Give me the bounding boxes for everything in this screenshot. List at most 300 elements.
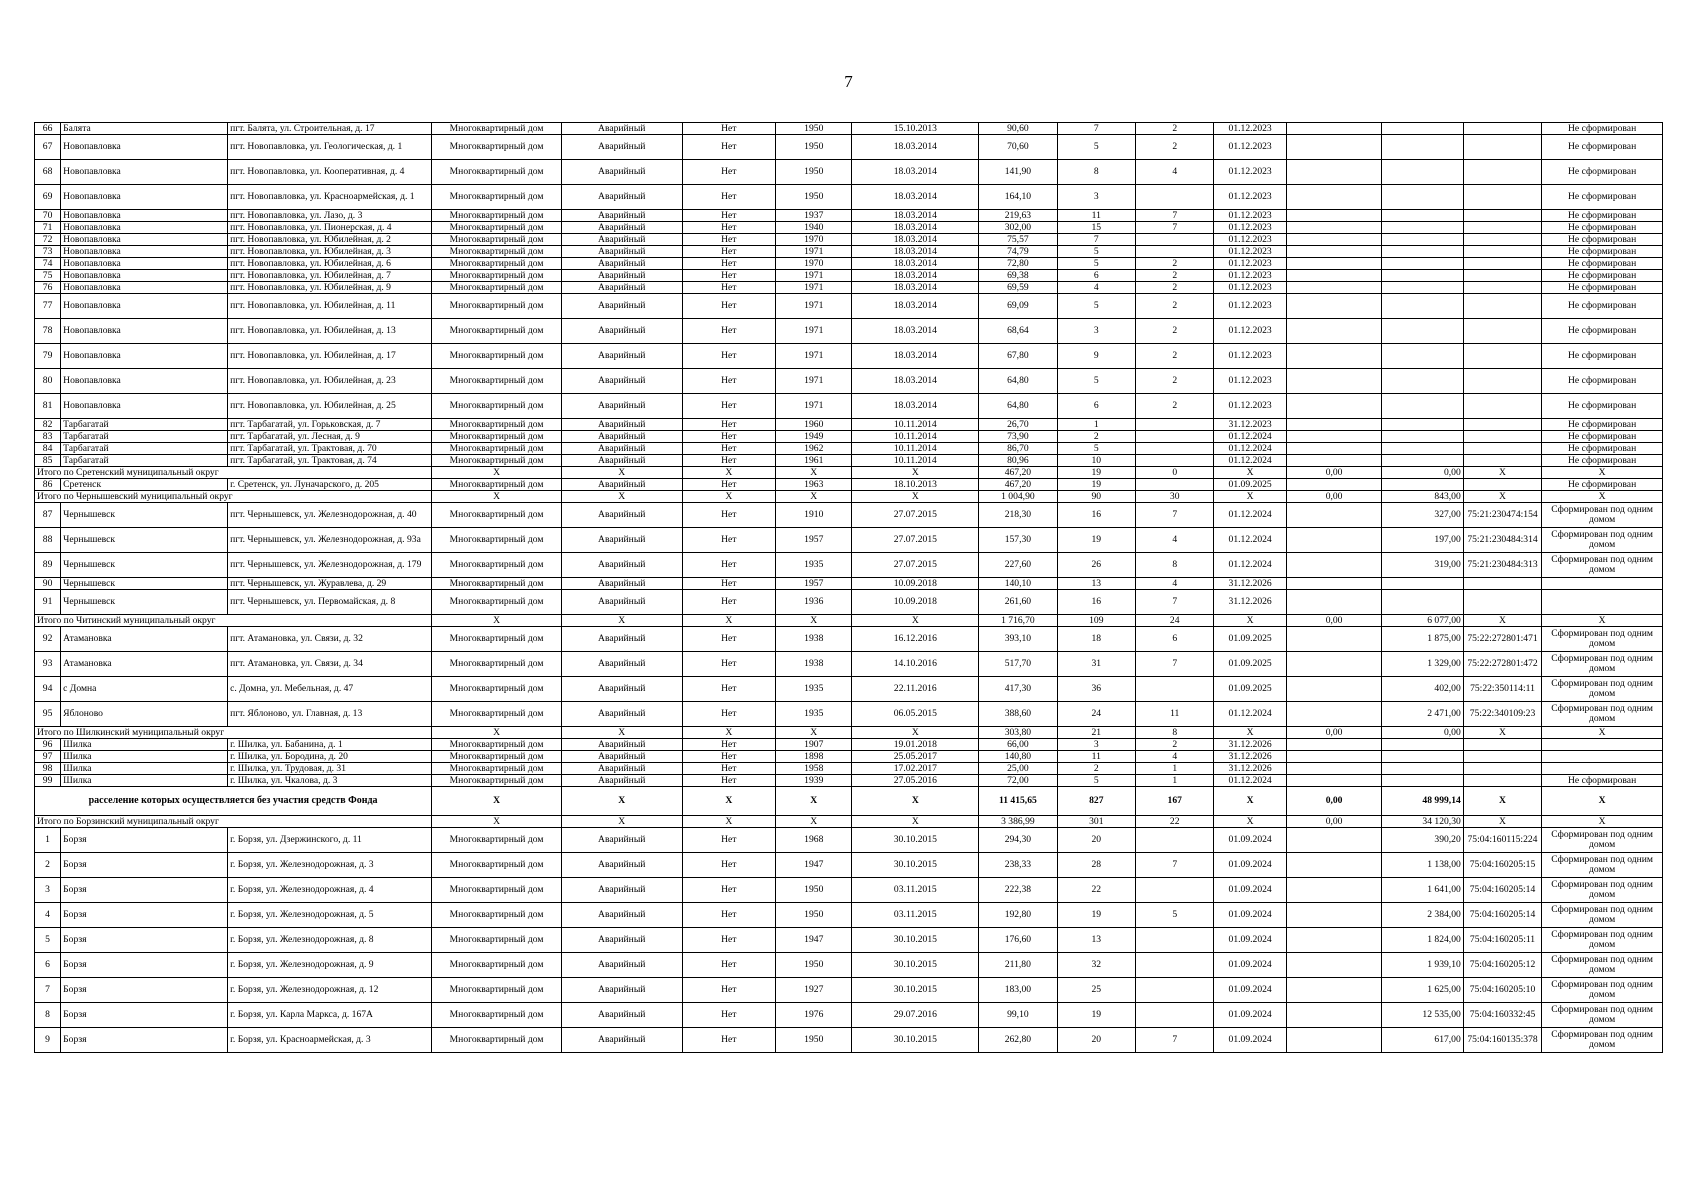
table-cell: 176,60: [979, 928, 1057, 953]
table-row: [35, 258, 1663, 270]
table-cell: 5: [1057, 443, 1135, 455]
table-cell: Не сформирован: [1542, 160, 1663, 185]
table-cell: 5: [1057, 294, 1135, 319]
table-cell: 617,00: [1382, 1028, 1463, 1053]
table-cell: [1463, 234, 1541, 246]
table-cell: г. Борзя, ул. Карла Маркса, д. 167А: [228, 1003, 432, 1028]
table-cell: 01.12.2023: [1214, 210, 1286, 222]
table-row: [35, 590, 1663, 615]
table-cell: 3: [1057, 739, 1135, 751]
table-cell: 01.09.2024: [1214, 928, 1286, 953]
table-cell: Нет: [682, 369, 776, 394]
table-cell: [1463, 160, 1541, 185]
table-cell: Новопавловка: [61, 135, 228, 160]
table-cell: г. Борзя, ул. Железнодорожная, д. 9: [228, 953, 432, 978]
table-cell: 81: [35, 394, 61, 419]
subtotal-label: Итого по Шилкинский муниципальный округ: [35, 727, 432, 739]
subtotal-cell: Х: [776, 467, 852, 479]
subtotal-cell: 827: [1057, 787, 1135, 816]
table-cell: [1463, 394, 1541, 419]
housing-registry-table: [34, 122, 1663, 1053]
table-row: [35, 319, 1663, 344]
table-cell: 69: [35, 185, 61, 210]
table-cell: Нет: [682, 344, 776, 369]
table-cell: 1960: [776, 419, 852, 431]
subtotal-cell: Х: [776, 816, 852, 828]
table-cell: пгт. Новопавловка, ул. Лазо, д. 3: [228, 210, 432, 222]
table-cell: 1935: [776, 553, 852, 578]
table-cell: Нет: [682, 210, 776, 222]
table-cell: Аварийный: [561, 369, 682, 394]
table-cell: 30.10.2015: [852, 828, 979, 853]
table-cell: Нет: [682, 503, 776, 528]
table-cell: пгт. Новопавловка, ул. Юбилейная, д. 25: [228, 394, 432, 419]
table-row: [35, 751, 1663, 763]
table-row: [35, 455, 1663, 467]
table-cell: 1898: [776, 751, 852, 763]
table-cell: 222,38: [979, 878, 1057, 903]
table-cell: [1286, 953, 1382, 978]
table-cell: Сретенск: [61, 479, 228, 491]
table-cell: 7: [1136, 222, 1214, 234]
table-cell: 3: [1057, 185, 1135, 210]
table-cell: Аварийный: [561, 160, 682, 185]
subtotal-cell: Х: [1463, 491, 1541, 503]
subtotal-cell: 0,00: [1382, 727, 1463, 739]
table-cell: 01.12.2023: [1214, 234, 1286, 246]
table-cell: 78: [35, 319, 61, 344]
table-cell: [1286, 222, 1382, 234]
table-cell: [1382, 763, 1463, 775]
table-cell: 8: [1057, 160, 1135, 185]
table-cell: 8: [1136, 553, 1214, 578]
table-cell: [1463, 578, 1541, 590]
table-cell: [1382, 185, 1463, 210]
table-cell: 75:04:160205:12: [1463, 953, 1541, 978]
table-row: [35, 270, 1663, 282]
table-cell: 74,79: [979, 246, 1057, 258]
table-cell: [1382, 775, 1463, 787]
table-cell: Многоквартирный дом: [432, 394, 562, 419]
table-cell: [1463, 319, 1541, 344]
table-cell: Аварийный: [561, 185, 682, 210]
table-cell: 24: [1057, 702, 1135, 727]
table-cell: Нет: [682, 553, 776, 578]
table-cell: Чернышевск: [61, 503, 228, 528]
table-cell: Многоквартирный дом: [432, 578, 562, 590]
table-row: [35, 443, 1663, 455]
table-cell: Нет: [682, 294, 776, 319]
table-cell: Аварийный: [561, 503, 682, 528]
table-cell: 1950: [776, 160, 852, 185]
table-cell: 01.12.2024: [1214, 503, 1286, 528]
table-cell: 01.12.2024: [1214, 702, 1286, 727]
table-cell: Нет: [682, 702, 776, 727]
table-cell: [1136, 431, 1214, 443]
table-row: [35, 503, 1663, 528]
table-cell: 64,80: [979, 394, 1057, 419]
table-cell: Не сформирован: [1542, 455, 1663, 467]
table-cell: Новопавловка: [61, 270, 228, 282]
table-cell: 91: [35, 590, 61, 615]
table-cell: Многоквартирный дом: [432, 775, 562, 787]
table-cell: 22.11.2016: [852, 677, 979, 702]
table-cell: Аварийный: [561, 978, 682, 1003]
table-cell: 98: [35, 763, 61, 775]
table-cell: [1286, 1003, 1382, 1028]
table-cell: Не сформирован: [1542, 479, 1663, 491]
table-cell: [1382, 160, 1463, 185]
table-cell: Атамановка: [61, 627, 228, 652]
table-cell: 218,30: [979, 503, 1057, 528]
table-cell: 27.05.2016: [852, 775, 979, 787]
table-cell: 1971: [776, 294, 852, 319]
table-cell: 1 875,00: [1382, 627, 1463, 652]
table-cell: [1382, 455, 1463, 467]
table-cell: [1286, 431, 1382, 443]
table-cell: Многоквартирный дом: [432, 443, 562, 455]
table-cell: [1542, 590, 1663, 615]
table-cell: пгт. Новопавловка, ул. Юбилейная, д. 6: [228, 258, 432, 270]
table-cell: 18.03.2014: [852, 270, 979, 282]
subtotal-cell: Х: [682, 787, 776, 816]
table-cell: [1463, 751, 1541, 763]
table-row: [35, 160, 1663, 185]
subtotal-cell: Х: [682, 615, 776, 627]
table-cell: Сформирован под одним домом: [1542, 677, 1663, 702]
subtotal-cell: 11 415,65: [979, 787, 1057, 816]
table-cell: пгт. Атамановка, ул. Связи, д. 32: [228, 627, 432, 652]
table-cell: г. Борзя, ул. Дзержинского, д. 11: [228, 828, 432, 853]
table-cell: [1136, 455, 1214, 467]
table-cell: [1382, 419, 1463, 431]
table-cell: 99: [35, 775, 61, 787]
table-cell: [1136, 953, 1214, 978]
table-cell: [1463, 294, 1541, 319]
table-cell: 1958: [776, 763, 852, 775]
table-cell: Борзя: [61, 878, 228, 903]
table-cell: г. Борзя, ул. Железнодорожная, д. 8: [228, 928, 432, 953]
table-cell: 6: [1057, 270, 1135, 282]
table-cell: 72,80: [979, 258, 1057, 270]
table-cell: Аварийный: [561, 282, 682, 294]
table-cell: Аварийный: [561, 828, 682, 853]
table-cell: Нет: [682, 1003, 776, 1028]
subtotal-cell: Х: [432, 787, 562, 816]
subtotal-cell: Х: [776, 615, 852, 627]
table-cell: Нет: [682, 903, 776, 928]
table-cell: 1970: [776, 258, 852, 270]
table-cell: Аварийный: [561, 953, 682, 978]
table-cell: 95: [35, 702, 61, 727]
subtotal-cell: 0,00: [1286, 727, 1382, 739]
table-cell: 75:21:230474:154: [1463, 503, 1541, 528]
subtotal-label: расселение которых осуществляется без участия средств Фонда: [35, 787, 432, 816]
table-cell: 1 939,10: [1382, 953, 1463, 978]
table-cell: 2: [1136, 294, 1214, 319]
table-cell: Борзя: [61, 978, 228, 1003]
table-cell: [1286, 210, 1382, 222]
table-cell: 2: [1136, 282, 1214, 294]
table-cell: Многоквартирный дом: [432, 234, 562, 246]
table-cell: Не сформирован: [1542, 443, 1663, 455]
table-cell: 1927: [776, 978, 852, 1003]
subtotal-cell: Х: [776, 491, 852, 503]
subtotal-cell: Х: [852, 787, 979, 816]
table-cell: 01.12.2024: [1214, 528, 1286, 553]
table-cell: Аварийный: [561, 431, 682, 443]
table-cell: пгт. Тарбагатай, ул. Лесная, д. 9: [228, 431, 432, 443]
table-cell: [1286, 443, 1382, 455]
table-cell: [1286, 853, 1382, 878]
table-cell: [1286, 394, 1382, 419]
table-cell: [1286, 344, 1382, 369]
table-cell: Многоквартирный дом: [432, 123, 562, 135]
table-cell: 4: [1136, 528, 1214, 553]
table-cell: 6: [35, 953, 61, 978]
subtotal-cell: Х: [432, 467, 562, 479]
table-cell: Тарбагатай: [61, 455, 228, 467]
subtotal-row: [35, 615, 1663, 627]
table-row: [35, 419, 1663, 431]
table-cell: 75:04:160205:15: [1463, 853, 1541, 878]
table-cell: Не сформирован: [1542, 210, 1663, 222]
table-cell: 68,64: [979, 319, 1057, 344]
table-cell: пгт. Тарбагатай, ул. Горьковская, д. 7: [228, 419, 432, 431]
table-row: [35, 702, 1663, 727]
subtotal-label: Итого по Чернышевский муниципальный округ: [35, 491, 432, 503]
table-cell: [1382, 234, 1463, 246]
table-cell: 2: [1136, 344, 1214, 369]
table-cell: 01.09.2024: [1214, 853, 1286, 878]
table-row: [35, 282, 1663, 294]
table-cell: Многоквартирный дом: [432, 479, 562, 491]
table-cell: [1286, 903, 1382, 928]
subtotal-cell: 21: [1057, 727, 1135, 739]
table-cell: [1382, 431, 1463, 443]
table-cell: Нет: [682, 455, 776, 467]
table-cell: 1971: [776, 246, 852, 258]
table-row: [35, 553, 1663, 578]
table-cell: Нет: [682, 928, 776, 953]
table-cell: Многоквартирный дом: [432, 903, 562, 928]
subtotal-cell: Х: [432, 816, 562, 828]
table-cell: Аварийный: [561, 135, 682, 160]
table-row: [35, 528, 1663, 553]
table-cell: 06.05.2015: [852, 702, 979, 727]
subtotal-cell: Х: [561, 615, 682, 627]
table-row: [35, 135, 1663, 160]
table-cell: [1463, 590, 1541, 615]
table-cell: Не сформирован: [1542, 775, 1663, 787]
table-cell: Яблоново: [61, 702, 228, 727]
table-cell: 1 625,00: [1382, 978, 1463, 1003]
table-cell: [1286, 878, 1382, 903]
table-cell: Многоквартирный дом: [432, 210, 562, 222]
table-cell: 84: [35, 443, 61, 455]
table-cell: 18.03.2014: [852, 210, 979, 222]
subtotal-cell: Х: [682, 727, 776, 739]
table-cell: 302,00: [979, 222, 1057, 234]
table-cell: 11: [1136, 702, 1214, 727]
table-cell: 30.10.2015: [852, 928, 979, 953]
table-cell: пгт. Чернышевск, ул. Первомайская, д. 8: [228, 590, 432, 615]
table-cell: [1286, 160, 1382, 185]
table-cell: 1962: [776, 443, 852, 455]
table-cell: 01.12.2023: [1214, 344, 1286, 369]
table-cell: 1971: [776, 394, 852, 419]
table-cell: [1136, 978, 1214, 1003]
table-cell: Аварийный: [561, 578, 682, 590]
subtotal-cell: Х: [1542, 615, 1663, 627]
table-cell: 7: [1136, 1028, 1214, 1053]
table-cell: Тарбагатай: [61, 431, 228, 443]
table-cell: [1463, 419, 1541, 431]
subtotal-cell: 0,00: [1286, 467, 1382, 479]
table-cell: Нет: [682, 431, 776, 443]
table-cell: Аварийный: [561, 1028, 682, 1053]
table-cell: Не сформирован: [1542, 135, 1663, 160]
table-cell: 69,09: [979, 294, 1057, 319]
table-cell: 75:22:340109:23: [1463, 702, 1541, 727]
table-cell: Многоквартирный дом: [432, 319, 562, 344]
table-cell: Многоквартирный дом: [432, 258, 562, 270]
table-cell: 1971: [776, 344, 852, 369]
table-cell: Нет: [682, 160, 776, 185]
table-cell: 70: [35, 210, 61, 222]
table-cell: Сформирован под одним домом: [1542, 702, 1663, 727]
table-cell: 18.03.2014: [852, 135, 979, 160]
table-cell: Аварийный: [561, 928, 682, 953]
table-cell: 294,30: [979, 828, 1057, 853]
table-cell: 319,00: [1382, 553, 1463, 578]
table-cell: 3: [1057, 319, 1135, 344]
table-cell: [1463, 246, 1541, 258]
table-cell: 10.11.2014: [852, 419, 979, 431]
table-cell: 30.10.2015: [852, 953, 979, 978]
table-cell: [1463, 431, 1541, 443]
table-cell: г. Борзя, ул. Железнодорожная, д. 3: [228, 853, 432, 878]
registry-body: [35, 123, 1663, 1053]
table-cell: Многоквартирный дом: [432, 246, 562, 258]
table-cell: 18.03.2014: [852, 319, 979, 344]
table-cell: [1382, 344, 1463, 369]
table-cell: Борзя: [61, 1028, 228, 1053]
table-cell: 75:04:160205:10: [1463, 978, 1541, 1003]
table-cell: Новопавловка: [61, 319, 228, 344]
table-cell: 26,70: [979, 419, 1057, 431]
table-cell: 72,00: [979, 775, 1057, 787]
table-cell: 2: [1136, 739, 1214, 751]
table-cell: пгт. Новопавловка, ул. Геологическая, д. 1: [228, 135, 432, 160]
table-cell: 01.09.2025: [1214, 677, 1286, 702]
table-cell: 01.12.2023: [1214, 394, 1286, 419]
table-cell: [1286, 677, 1382, 702]
table-cell: Многоквартирный дом: [432, 928, 562, 953]
table-cell: 77: [35, 294, 61, 319]
table-cell: 1971: [776, 270, 852, 282]
table-cell: [1286, 479, 1382, 491]
table-cell: 01.12.2023: [1214, 369, 1286, 394]
table-cell: 1938: [776, 627, 852, 652]
table-cell: [1463, 282, 1541, 294]
subtotal-cell: 0,00: [1382, 467, 1463, 479]
table-cell: [1286, 775, 1382, 787]
table-cell: Нет: [682, 258, 776, 270]
table-cell: 29.07.2016: [852, 1003, 979, 1028]
table-cell: Чернышевск: [61, 528, 228, 553]
table-cell: 01.12.2023: [1214, 319, 1286, 344]
table-cell: Многоквартирный дом: [432, 590, 562, 615]
table-cell: г. Сретенск, ул. Луначарского, д. 205: [228, 479, 432, 491]
table-cell: Новопавловка: [61, 282, 228, 294]
table-cell: 10.11.2014: [852, 443, 979, 455]
table-cell: [1382, 222, 1463, 234]
table-cell: 16.12.2016: [852, 627, 979, 652]
table-cell: Сформирован под одним домом: [1542, 928, 1663, 953]
table-cell: 1961: [776, 455, 852, 467]
table-cell: Новопавловка: [61, 344, 228, 369]
table-cell: Борзя: [61, 853, 228, 878]
table-cell: Аварийный: [561, 677, 682, 702]
table-cell: 80: [35, 369, 61, 394]
table-cell: Нет: [682, 878, 776, 903]
table-cell: 141,90: [979, 160, 1057, 185]
subtotal-cell: 22: [1136, 816, 1214, 828]
table-cell: Аварийный: [561, 123, 682, 135]
table-cell: 27.07.2015: [852, 503, 979, 528]
subtotal-cell: Х: [1542, 816, 1663, 828]
table-cell: 01.12.2023: [1214, 258, 1286, 270]
table-cell: 402,00: [1382, 677, 1463, 702]
subtotal-cell: Х: [852, 467, 979, 479]
table-cell: 1971: [776, 319, 852, 344]
table-row: [35, 394, 1663, 419]
subtotal-cell: 0: [1136, 467, 1214, 479]
table-cell: Аварийный: [561, 652, 682, 677]
table-cell: 7: [1136, 210, 1214, 222]
table-cell: 89: [35, 553, 61, 578]
table-cell: 86,70: [979, 443, 1057, 455]
table-cell: [1286, 419, 1382, 431]
table-cell: пгт. Балята, ул. Строительная, д. 17: [228, 123, 432, 135]
table-cell: Нет: [682, 270, 776, 282]
table-row: [35, 928, 1663, 953]
table-cell: пгт. Новопавловка, ул. Красноармейская, д. 1: [228, 185, 432, 210]
table-cell: 99,10: [979, 1003, 1057, 1028]
subtotal-cell: Х: [682, 491, 776, 503]
table-cell: Не сформирован: [1542, 431, 1663, 443]
table-cell: Нет: [682, 282, 776, 294]
table-row: [35, 123, 1663, 135]
subtotal-cell: Х: [1542, 491, 1663, 503]
table-cell: 31.12.2026: [1214, 763, 1286, 775]
table-cell: 20: [1057, 1028, 1135, 1053]
table-cell: 18.03.2014: [852, 344, 979, 369]
table-cell: 140,80: [979, 751, 1057, 763]
subtotal-cell: 1 716,70: [979, 615, 1057, 627]
table-cell: 140,10: [979, 578, 1057, 590]
table-cell: 7: [1136, 590, 1214, 615]
table-cell: Шилка: [61, 763, 228, 775]
table-cell: Аварийный: [561, 590, 682, 615]
table-cell: [1382, 282, 1463, 294]
table-cell: Многоквартирный дом: [432, 702, 562, 727]
table-cell: [1382, 578, 1463, 590]
table-cell: Нет: [682, 578, 776, 590]
table-cell: 69,38: [979, 270, 1057, 282]
table-cell: [1286, 652, 1382, 677]
